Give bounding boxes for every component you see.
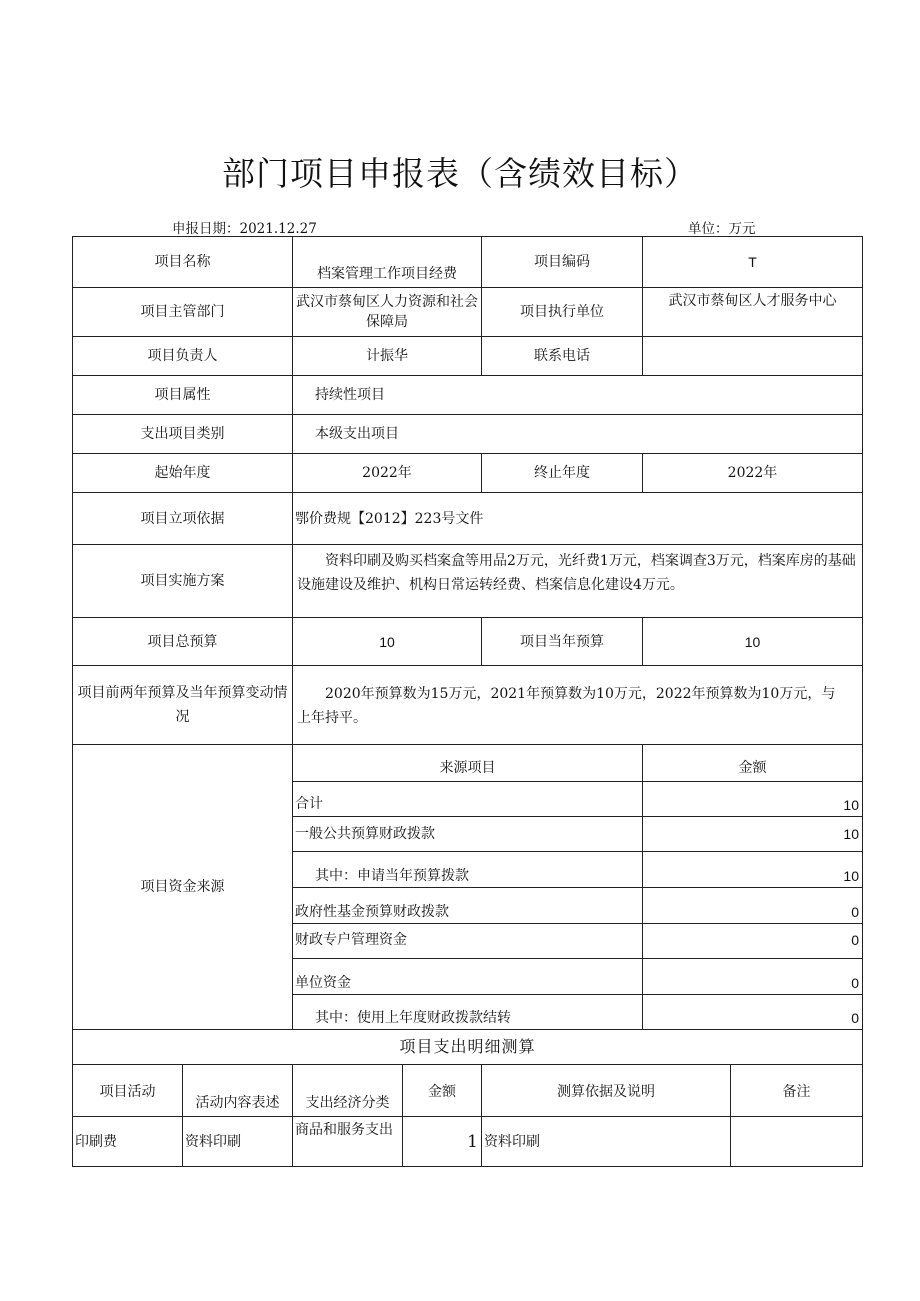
funding-source-header: 来源项目 <box>292 744 643 782</box>
start-value: 2022年 <box>292 453 482 493</box>
dept-value: 武汉市蔡甸区人力资源和社会保障局 <box>292 287 482 337</box>
exec-label: 项目执行单位 <box>481 287 643 337</box>
dept-label: 项目主管部门 <box>72 287 293 337</box>
end-label: 终止年度 <box>481 453 643 493</box>
current-label: 项目当年预算 <box>481 617 643 666</box>
funding-item-name: 财政专户管理资金 <box>292 923 643 959</box>
basis-label: 项目立项依据 <box>72 492 293 545</box>
detail-row-activity: 印刷费 <box>72 1116 183 1167</box>
detail-header-amount: 金额 <box>402 1064 482 1117</box>
detail-header-basis: 测算依据及说明 <box>481 1064 731 1117</box>
total-value: 10 <box>292 617 482 666</box>
funding-item-amount: 0 <box>642 994 863 1030</box>
detail-row-basis: 资料印刷 <box>481 1116 731 1167</box>
funding-amount-header: 金额 <box>642 744 863 782</box>
start-label: 起始年度 <box>72 453 293 493</box>
detail-header-content: 活动内容表述 <box>182 1064 293 1117</box>
unit-label: 单位：万元 <box>688 221 756 237</box>
plan-label: 项目实施方案 <box>72 544 293 618</box>
leader-label: 项目负责人 <box>72 336 293 376</box>
page-title: 部门项目申报表（含绩效目标） <box>222 154 698 193</box>
detail-header-activity: 项目活动 <box>72 1064 183 1117</box>
funding-item-amount: 10 <box>642 816 863 852</box>
funding-item-name: 单位资金 <box>292 958 643 995</box>
report-date: 申报日期：2021.12.27 <box>172 221 317 237</box>
project-code-label: 项目编码 <box>481 236 643 288</box>
detail-header-note: 备注 <box>730 1064 863 1117</box>
phone-value <box>642 336 863 376</box>
detail-row-content: 资料印刷 <box>182 1116 293 1167</box>
project-name-value: 档案管理工作项目经费 <box>292 236 482 288</box>
funding-item-amount: 0 <box>642 887 863 924</box>
project-name-label: 项目名称 <box>72 236 293 288</box>
change-label: 项目前两年预算及当年预算变动情况 <box>72 665 293 745</box>
funding-item-name: 一般公共预算财政拨款 <box>292 816 643 852</box>
end-value: 2022年 <box>642 453 863 493</box>
leader-value: 计振华 <box>292 336 482 376</box>
exec-value: 武汉市蔡甸区人才服务中心 <box>642 287 863 337</box>
project-code-value: T <box>642 236 863 288</box>
funding-item-amount: 10 <box>642 851 863 888</box>
detail-title: 项目支出明细测算 <box>72 1029 863 1065</box>
funding-item-name: 其中：申请当年预算拨款 <box>292 851 643 888</box>
funding-item-amount: 0 <box>642 923 863 959</box>
detail-row-econ: 商品和服务支出 <box>292 1116 403 1167</box>
detail-header-econ: 支出经济分类 <box>292 1064 403 1117</box>
funding-item-amount: 0 <box>642 958 863 995</box>
detail-row-note <box>730 1116 863 1167</box>
current-value: 10 <box>642 617 863 666</box>
funding-label: 项目资金来源 <box>72 744 293 1030</box>
category-label: 支出项目类别 <box>72 414 293 454</box>
funding-item-name: 其中：使用上年度财政拨款结转 <box>292 994 643 1030</box>
funding-item-amount: 10 <box>642 781 863 817</box>
total-label: 项目总预算 <box>72 617 293 666</box>
basis-value: 鄂价费规【2012】223号文件 <box>292 492 863 545</box>
category-value: 本级支出项目 <box>292 414 863 454</box>
plan-value: 资料印刷及购买档案盒等用品2万元，光纤费1万元，档案调查3万元，档案库房的基础设施建设及维护、机构日常运转经费、档案信息化建设4万元。 <box>292 544 863 618</box>
change-value: 2020年预算数为15万元，2021年预算数为10万元，2022年预算数为10万元，与上年持平。 <box>292 665 863 745</box>
phone-label: 联系电话 <box>481 336 643 376</box>
detail-row-amount: 1 <box>402 1116 482 1167</box>
funding-item-name: 政府性基金预算财政拨款 <box>292 887 643 924</box>
attr-value: 持续性项目 <box>292 375 863 415</box>
attr-label: 项目属性 <box>72 375 293 415</box>
funding-item-name: 合计 <box>292 781 643 817</box>
